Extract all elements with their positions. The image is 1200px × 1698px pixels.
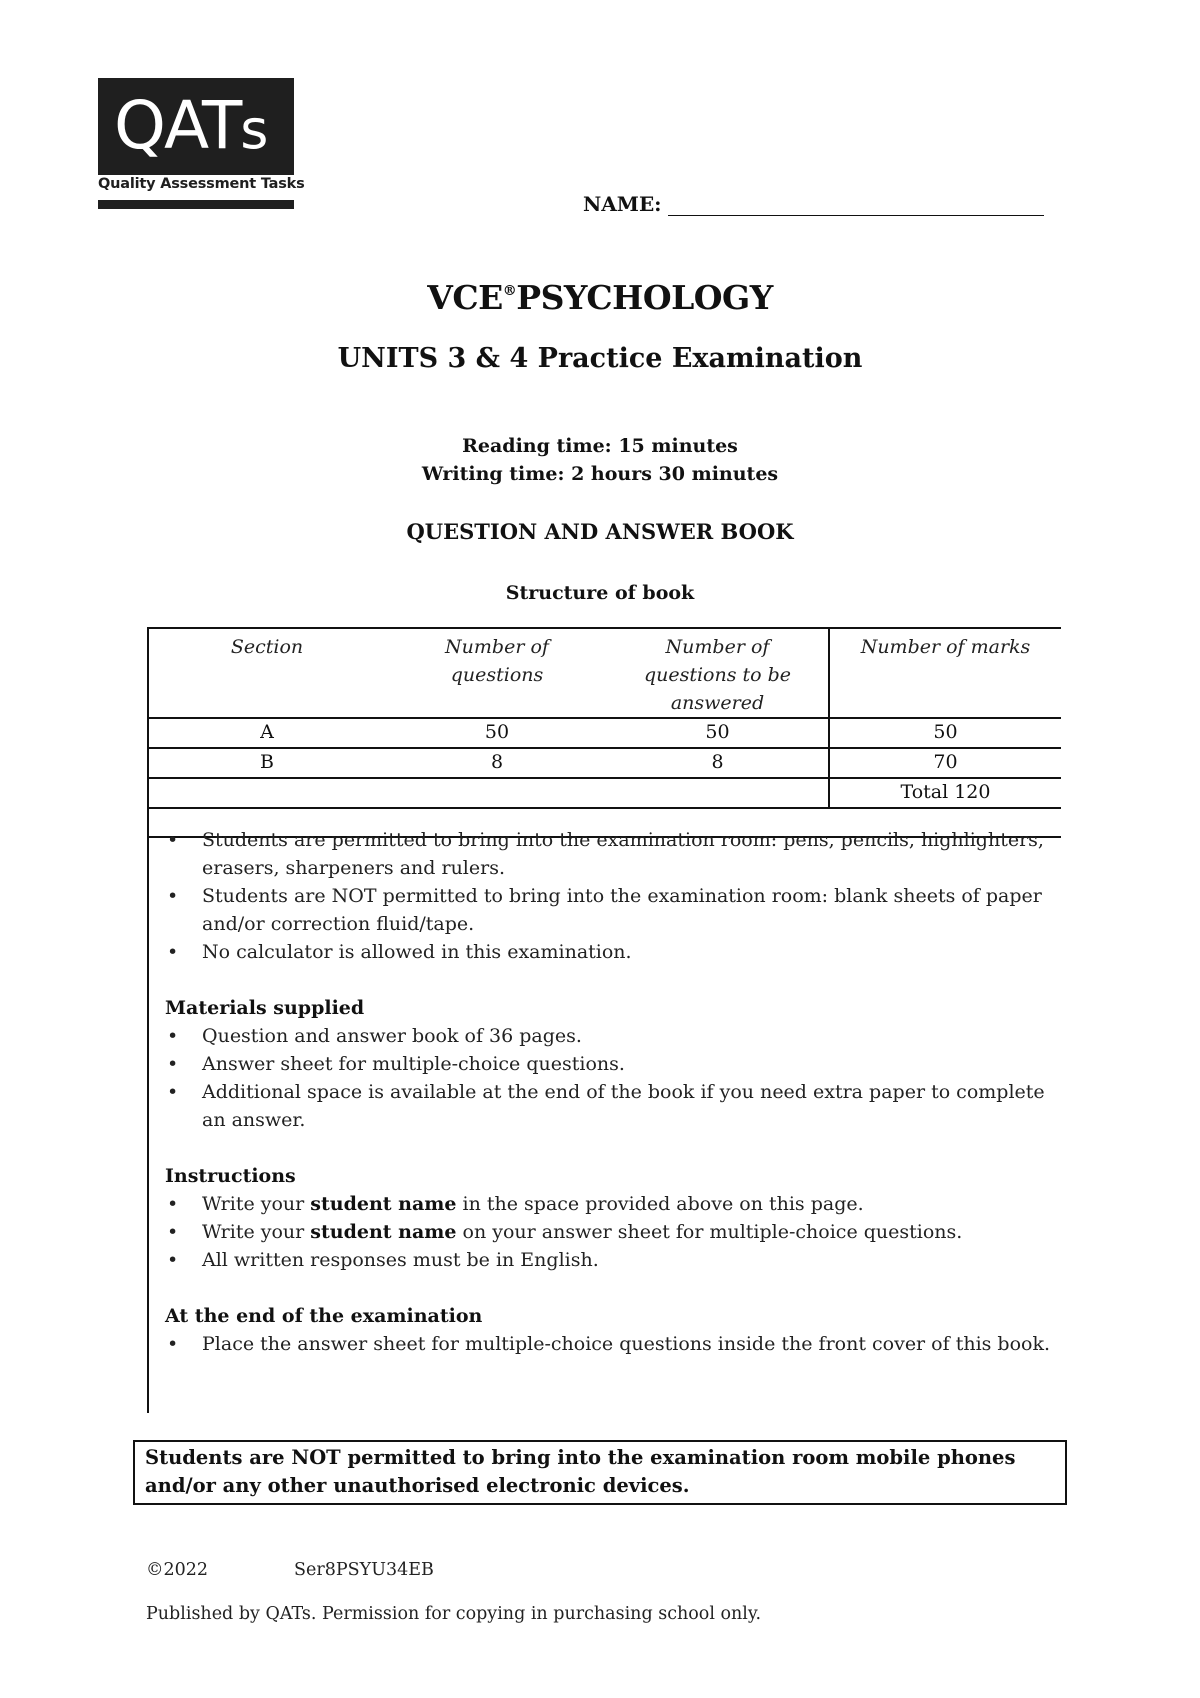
list-item: • Write your student name in the space provided above on this page.: [165, 1190, 1065, 1218]
cell-answered: 8: [607, 748, 829, 778]
table-row: [147, 718, 1061, 748]
exam-times: [0, 432, 1200, 488]
list-item: • Answer sheet for multiple-choice questions.: [165, 1050, 1065, 1078]
list-item: • Additional space is available at the end of the book if you need extra paper to complete an answer.: [165, 1078, 1065, 1134]
book-title: QUESTION AND ANSWER BOOK: [406, 519, 794, 544]
header-num-marks: Number of marks: [829, 628, 1061, 718]
cell-answered: 50: [607, 718, 829, 748]
logo-wordmark: QATs: [114, 87, 267, 164]
list-item: • Write your student name on your answer sheet for multiple-choice questions.: [165, 1218, 1065, 1246]
materials-heading: Materials supplied: [165, 997, 365, 1019]
instructions-list: [165, 1190, 1065, 1274]
structure-table: [147, 627, 1061, 838]
table-row: [147, 748, 1061, 778]
list-item: • Students are NOT permitted to bring into the examination room: blank sheets of paper and/or correction fluid/tape.: [165, 882, 1065, 938]
publisher-note: Published by QATs. Permission for copying in purchasing school only.: [146, 1604, 762, 1624]
table-total-row: [147, 778, 1061, 808]
instructions-heading: Instructions: [165, 1165, 296, 1187]
logo-box: [98, 78, 294, 175]
list-item: • Place the answer sheet for multiple-choice questions inside the front cover of this book.: [165, 1330, 1065, 1358]
instructions-body: [165, 826, 1065, 1358]
list-item: • All written responses must be in English.: [165, 1246, 1065, 1274]
reading-time: Reading time: 15 minutes: [462, 435, 738, 457]
devices-warning-box: Students are NOT permitted to bring into the examination room mobile phones and/or any other unauthorised electronic devices.: [133, 1440, 1067, 1505]
name-label: NAME:: [583, 192, 662, 216]
footer-codes: [146, 1560, 434, 1580]
name-line: [668, 195, 1044, 216]
structure-title: Structure of book: [505, 582, 695, 604]
list-item: • No calculator is allowed in this examination.: [165, 938, 1065, 966]
table-header-row: [147, 628, 1061, 718]
cell-questions: 8: [387, 748, 607, 778]
end-exam-heading: At the end of the examination: [165, 1305, 483, 1327]
list-item: • Question and answer book of 36 pages.: [165, 1022, 1065, 1050]
copyright: ©2022: [146, 1560, 209, 1580]
list-item: • Students are permitted to bring into the examination room: pens, pencils, highlighters, erasers, sharpeners and rulers.: [165, 826, 1065, 882]
logo-underline: [98, 200, 294, 209]
materials-list: [165, 1022, 1065, 1134]
qats-logo: [98, 78, 305, 212]
total-marks: Total 120: [829, 778, 1061, 808]
permitted-list: [165, 826, 1065, 966]
cell-section: A: [147, 718, 387, 748]
subject-title: VCE®PSYCHOLOGY: [427, 278, 773, 317]
writing-time: Writing time: 2 hours 30 minutes: [421, 463, 779, 485]
header-section: Section: [147, 628, 387, 718]
name-field: [583, 192, 1044, 216]
header-num-questions: Number of questions: [387, 628, 607, 718]
cell-questions: 50: [387, 718, 607, 748]
cell-section: B: [147, 748, 387, 778]
cell-marks: 70: [829, 748, 1061, 778]
header-num-answered: Number of questions to be answered: [607, 628, 829, 718]
logo-tagline: Quality Assessment Tasks: [98, 176, 305, 192]
product-code: Ser8PSYU34EB: [294, 1560, 434, 1580]
end-exam-list: [165, 1330, 1065, 1358]
cell-marks: 50: [829, 718, 1061, 748]
units-title: UNITS 3 & 4 Practice Examination: [337, 343, 863, 374]
